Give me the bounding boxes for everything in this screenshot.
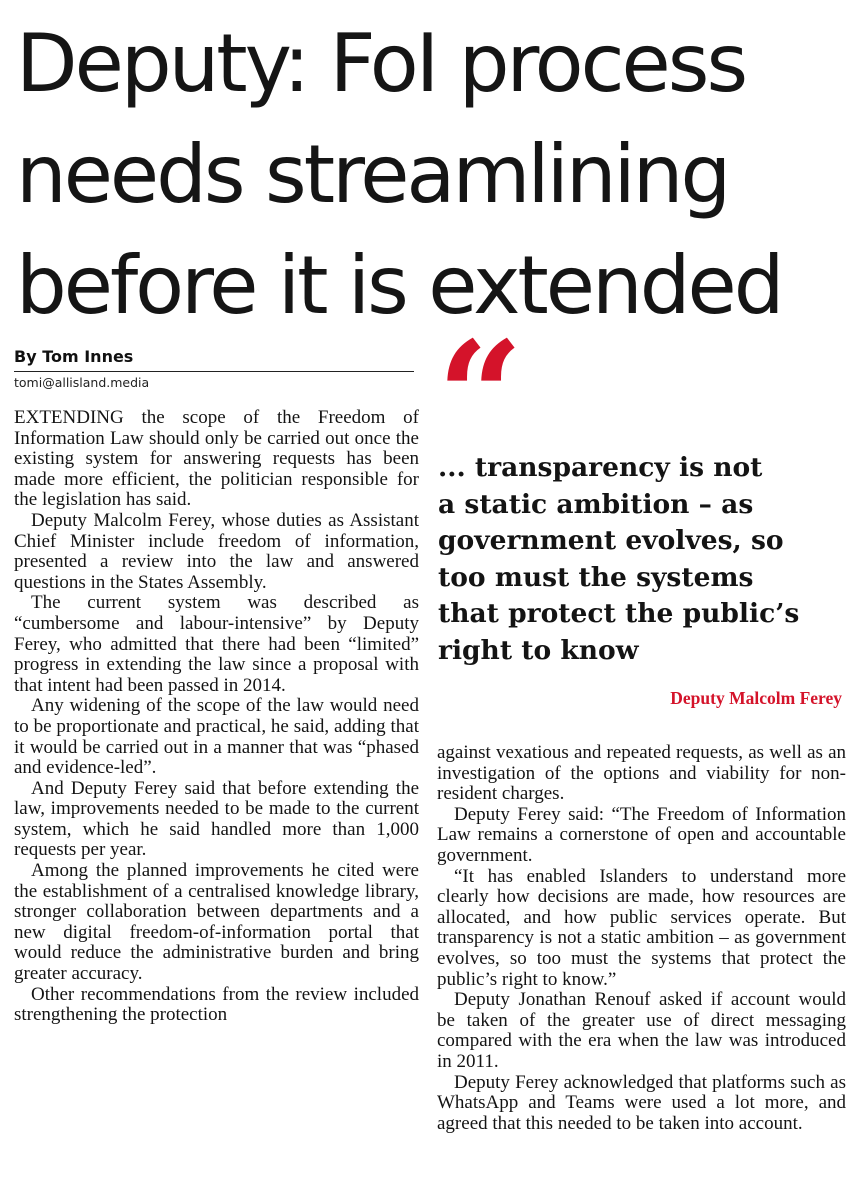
byline-block [14,346,414,392]
author-email: tomi@allisland.media [14,375,150,390]
paragraph-9: Deputy Ferey said: “The Freedom of Information Law remains a cornerstone of open and accountable government. [437,803,846,866]
paragraph-2: Deputy Malcolm Ferey, whose duties as Assistant Chief Minister include freedom of information, presented a review into the law and answered questions in the States Assembly. [14,509,419,593]
paragraph-1: EXTENDING the scope of the Freedom of Information Law should only be carried out once the existing system for answering requests has been made more efficient, the politician responsible for the legislation has said. [14,407,419,511]
article-column-left [14,408,419,1026]
headline-line-1: Deputy: FoI process [16,17,746,110]
pull-quote [438,450,858,669]
pull-quote-line-5: that protect the public’s [438,598,800,629]
headline [16,8,856,341]
paragraph-8: against vexatious and repeated requests, as well as an investigation of the options and viability for non-resident charges. [437,742,846,805]
pull-quote-attribution: Deputy Malcolm Ferey [670,688,842,708]
headline-line-2: needs streamlining [16,128,729,221]
paragraph-6: Among the planned improvements he cited were the establishment of a centralised knowledge library, stronger collaboration between departments and a new digital freedom-of-information portal that would reduce the administrative burden and bring greater accuracy. [14,860,419,985]
headline-line-3: before it is extended [16,239,782,332]
pull-quote-line-1: ... transparency is not [438,452,763,483]
pull-quote-line-6: right to know [438,634,639,666]
paragraph-4: Any widening of the scope of the law would need to be proportionate and practical, he said, adding that it would be carried out in a manner that was “phased and evidence-led”. [14,695,419,779]
paragraph-10: “It has enabled Islanders to understand more clearly how decisions are made, how resources are allocated, and how public services operate. But transparency is not a static ambition – as government evolves, so too must the systems that protect the public’s right to know.” [437,865,846,990]
pull-quote-line-2: a static ambition – as [438,488,754,520]
paragraph-12: Deputy Ferey acknowledged that platforms such as WhatsApp and Teams were used a lot more, and agreed that this needed to be taken into account. [437,1071,846,1134]
pull-quote-line-4: too must the systems [438,561,754,593]
article-column-right [437,743,846,1134]
paragraph-11: Deputy Jonathan Renouf asked if account would be taken of the greater use of direct messaging compared with the era when the law was introduced in 2011. [437,989,846,1072]
byline-divider [14,371,414,372]
pull-quote-line-3: government evolves, so [438,525,784,556]
paragraph-5: And Deputy Ferey said that before extending the law, improvements needed to be made to the current system, which he said handled more than 1,000 requests per year. [14,777,419,861]
author-byline: By Tom Innes [14,347,134,366]
paragraph-3: The current system was described as “cumbersome and labour-intensive” by Deputy Ferey, who admitted that there had been “limited” progress in extending the law since a proposal with that intent had been passed in 2014. [14,592,419,696]
paragraph-7: Other recommendations from the review included strengthening the protection [14,983,419,1026]
quote-mark-icon: “ [437,309,524,485]
